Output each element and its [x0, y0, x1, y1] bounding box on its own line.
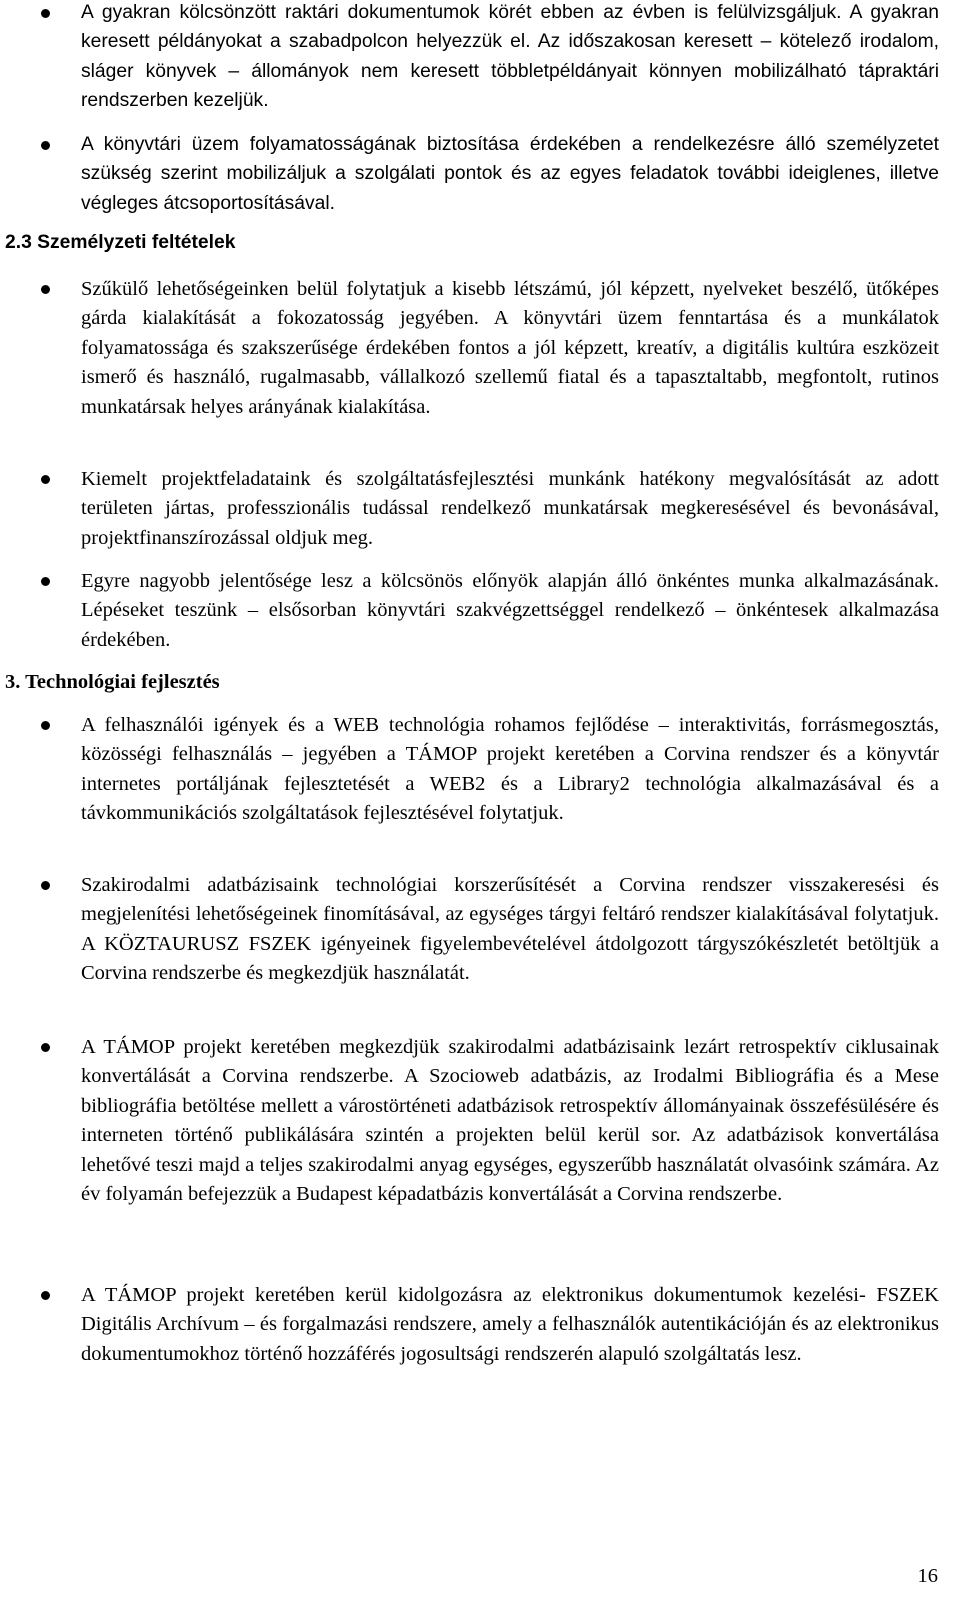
section-heading: 3. Technológiai fejlesztés — [5, 671, 220, 693]
list-item-text: A könyvtári üzem folyamatosságának biztosítása érdekében a rendelkezésre álló személyzetet szükség szerint mobilizáljuk a szolgálati pontok és az egyes feladatok további ideiglenes, illetve végleges átcsoportosításával. — [81, 134, 939, 214]
list-item-text: A gyakran kölcsönzött raktári dokumentumok körét ebben az évben is felülvizsgáljuk. A gyakran keresett példányokat a szabadpolcon helyezzük el. Az időszakosan keresett – kötelező irodalom, sláger könyvek – állományok nem keresett többletpéldányait könnyen mobilizálható tápraktári rendszerben kezeljük. — [81, 2, 939, 112]
bullet-point — [41, 1291, 50, 1300]
bullet-point — [41, 577, 50, 586]
list-item-text: Kiemelt projektfeladataink és szolgáltatásfejlesztési munkánk hatékony megvalósítását az adott területen jártas, professzionális tudással rendelkező munkatársak megkeresésével és bevonásával, projektfinanszírozással oldjuk meg. — [81, 468, 939, 549]
bullet-point — [41, 1043, 50, 1052]
bullet-point — [41, 475, 50, 484]
bullet-point — [41, 9, 50, 18]
list-item-text: Szakirodalmi adatbázisaink technológiai korszerűsítését a Corvina rendszer visszakeresési és megjelenítési lehetőségeinek finomításával, az egységes tárgyi feltáró rendszer kialakításával folytatjuk. A KÖZTAURUSZ FSZEK igényeinek figyelembevételével átdolgozott tárgyszókészletét betöltjük a Corvina rendszerbe és megkezdjük használatát. — [81, 874, 939, 985]
list-item-text: Szűkülő lehetőségeinken belül folytatjuk a kisebb létszámú, jól képzett, nyelveket beszélő, ütőképes gárda kialakítását a fokozatosság jegyében. A könyvtári üzem fenntartása és a munkálatok folyamatossága és szakszerűsége érdekében fontos a jól képzett, kreatív, a digitális kultúra eszközeit ismerő és használó, rugalmasabb, vállalkozó szellemű fiatal és a tapasztaltabb, megfontolt, rutinos munkatársak helyes arányának kialakítása. — [81, 278, 939, 418]
bullet-point — [41, 721, 50, 730]
list-item-text: Egyre nagyobb jelentősége lesz a kölcsönös előnyök alapján álló önkéntes munka alkalmazásának. Lépéseket teszünk – elsősorban könyvtári szakvégzettséggel rendelkező – önkéntesek alkalmazása érdekében. — [81, 570, 939, 651]
section-heading: 2.3 Személyzeti feltételek — [5, 232, 236, 253]
list-item-text: A TÁMOP projekt keretében megkezdjük szakirodalmi adatbázisaink lezárt retrospektív ciklusainak konvertálását a Corvina rendszerbe. A Szocioweb adatbázis, az Irodalmi Bibliográfia és a Mese bibliográfia betöltése mellett a várostörténeti adatbázisok retrospektív állományainak összefésülésére és interneten történő publikálására szintén a projekten belül kerül sor. Az adatbázisok konvertálása lehetővé teszi majd a teljes szakirodalmi anyag egységes, egyszerűbb használatát olvasóink számára. Az év folyamán befejezzük a Budapest képadatbázis konvertálását a Corvina rendszerbe. — [81, 1036, 939, 1206]
list-item-text: A felhasználói igények és a WEB technológia rohamos fejlődése – interaktivitás, forrásmegosztás, közösségi felhasználás – jegyében a TÁMOP projekt keretében a Corvina rendszer és a könyvtár internetes portáljának fejlesztetését a WEB2 és a Library2 technológia alkalmazásával és a távkommunikációs szolgáltatások fejlesztésével folytatjuk. — [81, 714, 939, 825]
list-item-text: A TÁMOP projekt keretében kerül kidolgozásra az elektronikus dokumentumok kezelési- FSZEK Digitális Archívum – és forgalmazási rendszere, amely a felhasználók autentikációján és az elektronikus dokumentumokhoz történő hozzáférés jogosultsági rendszerén alapuló szolgáltatás lesz. — [81, 1284, 939, 1365]
bullet-point — [41, 141, 50, 150]
page-number: 16 — [917, 1565, 938, 1587]
bullet-point — [41, 285, 50, 294]
bullet-point — [41, 881, 50, 890]
